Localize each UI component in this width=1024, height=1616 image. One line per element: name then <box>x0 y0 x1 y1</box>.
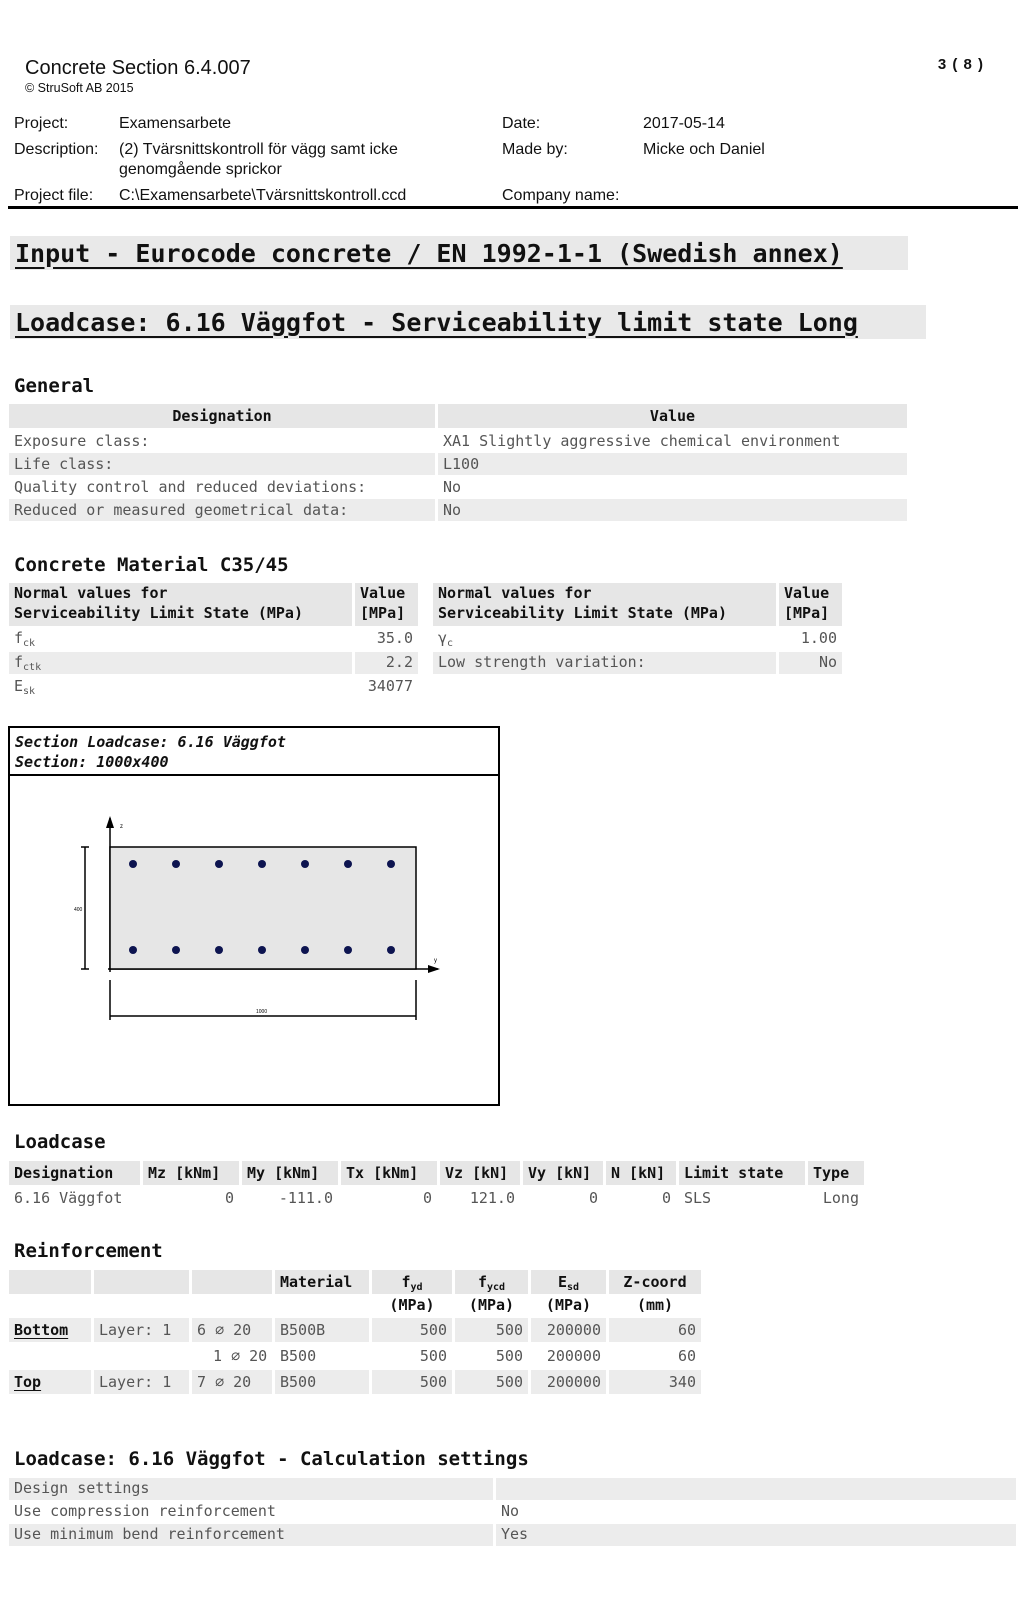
general-row-value: No <box>443 478 462 496</box>
project-value: Examensarbete <box>119 115 232 132</box>
reinf-material: B500 <box>280 1347 317 1365</box>
bar-count: 7 <box>197 1373 207 1391</box>
reinf-fyd: 500 <box>419 1347 447 1365</box>
reinf-header-blank <box>192 1270 272 1294</box>
material-left-header <box>9 583 352 626</box>
reinf-header-fycd <box>455 1270 528 1294</box>
calc-setting-label: Design settings <box>9 1478 493 1500</box>
reinf-header-esd <box>531 1270 606 1294</box>
symbol-subscript: yd <box>410 1282 423 1293</box>
z-axis-arrow <box>106 816 114 828</box>
loadcase-cell: 0 <box>224 1189 234 1207</box>
section-figure-header <box>10 728 498 776</box>
rebar <box>301 946 309 954</box>
section-figure <box>8 726 500 1106</box>
rebar <box>301 860 309 868</box>
material-right-value-header <box>779 583 842 626</box>
app-title: Concrete Section 6.4.007 <box>25 57 251 79</box>
symbol-subscript: sk <box>23 686 36 697</box>
symbol-subscript: c <box>447 638 454 649</box>
general-row-value: L100 <box>438 453 907 475</box>
diameter-icon: ⌀ <box>231 1347 241 1365</box>
description-label: Description: <box>14 141 99 158</box>
y-axis-arrow <box>428 965 440 973</box>
diameter-icon: ⌀ <box>215 1373 225 1391</box>
general-col-value: Value <box>438 404 907 428</box>
reinf-material: B500B <box>275 1318 369 1342</box>
section-size-label: Section: 1000x400 <box>15 753 169 771</box>
reinf-position-label: Top <box>14 1373 42 1391</box>
description-value-line1: (2) Tvärsnittskontroll för vägg samt icke <box>119 141 398 158</box>
reinf-zcoord: 60 <box>677 1347 696 1365</box>
reinf-header-fyd <box>372 1270 452 1294</box>
reinf-fycd: 500 <box>495 1347 523 1365</box>
height-dimension-label: 400 <box>74 907 83 913</box>
calc-setting-value: No <box>501 1502 520 1520</box>
rebar <box>129 946 137 954</box>
date-label: Date: <box>502 115 541 132</box>
reinf-fycd: 500 <box>455 1318 528 1342</box>
reinf-position-label: Bottom <box>14 1321 69 1339</box>
symbol: f <box>14 629 24 647</box>
symbol: f <box>14 653 24 671</box>
material-title: Concrete Material C35/45 <box>14 554 289 576</box>
loadcase-header: Mz [kNm] <box>143 1161 239 1185</box>
bar-diameter: 20 <box>249 1347 268 1365</box>
general-row-label: Reduced or measured geometrical data: <box>9 499 435 521</box>
reinf-header-material: Material <box>275 1270 369 1294</box>
header-line: Value <box>360 584 406 602</box>
material-right-header <box>433 583 776 626</box>
input-banner <box>10 236 908 270</box>
loadcase-cell: -111.0 <box>278 1189 333 1207</box>
loadcase-header: Limit state <box>679 1161 805 1185</box>
bar-count: 1 <box>213 1347 223 1365</box>
reinf-bars <box>192 1318 272 1342</box>
material-value: 34077 <box>367 677 413 695</box>
reinf-esd: 200000 <box>546 1347 601 1365</box>
reinforcement-title: Reinforcement <box>14 1240 163 1262</box>
loadcase-cell: 121.0 <box>469 1189 515 1207</box>
material-label: Low strength variation: <box>433 652 776 674</box>
bar-diameter: 20 <box>233 1321 252 1339</box>
symbol: f <box>477 1273 487 1291</box>
loadcase-title: Loadcase <box>14 1131 106 1153</box>
project-label: Project: <box>14 115 69 132</box>
description-value-line2: genomgående sprickor <box>119 161 282 178</box>
header-line: [MPa] <box>360 604 406 622</box>
reinf-position <box>9 1318 91 1342</box>
reinf-header-zcoord: Z-coord <box>609 1270 701 1294</box>
material-left-value-header <box>355 583 418 626</box>
reinf-esd: 200000 <box>531 1370 606 1394</box>
reinf-bars <box>192 1344 272 1368</box>
material-symbol <box>9 628 352 650</box>
bar-count: 6 <box>197 1321 207 1339</box>
header-line: [MPa] <box>784 604 830 622</box>
rebar <box>344 860 352 868</box>
loadcase-header: Vz [kN] <box>440 1161 520 1185</box>
reinf-zcoord: 340 <box>609 1370 701 1394</box>
calc-setting-label: Use compression reinforcement <box>14 1502 276 1520</box>
rebar <box>258 946 266 954</box>
loadcase-banner-text: Loadcase: 6.16 Väggfot - Serviceability limit state Long <box>15 307 858 337</box>
general-row-label: Quality control and reduced deviations: <box>14 478 367 496</box>
symbol: γ <box>438 629 448 647</box>
calc-setting-value <box>496 1478 1016 1500</box>
company-label: Company name: <box>502 187 620 204</box>
calc-settings-title: Loadcase: 6.16 Väggfot - Calculation settings <box>14 1448 529 1470</box>
general-row-value: No <box>438 499 907 521</box>
date-value: 2017-05-14 <box>643 115 725 132</box>
reinf-unit: (MPa) <box>468 1296 515 1314</box>
loadcase-cell: 0 <box>588 1189 598 1207</box>
loadcase-banner <box>10 305 926 339</box>
loadcase-header: Tx [kNm] <box>341 1161 437 1185</box>
reinf-layer: Layer: 1 <box>94 1318 189 1342</box>
made-by-value: Micke och Daniel <box>643 141 765 158</box>
project-file-label: Project file: <box>14 187 94 204</box>
symbol-subscript: ck <box>23 638 36 649</box>
reinf-material: B500 <box>275 1370 369 1394</box>
section-drawing <box>10 776 498 1106</box>
reinf-fyd: 500 <box>372 1318 452 1342</box>
reinf-position <box>9 1370 91 1394</box>
general-row-label: Exposure class: <box>14 432 150 450</box>
rebar <box>258 860 266 868</box>
symbol-subscript: ycd <box>486 1282 506 1293</box>
general-row-value: XA1 Slightly aggressive chemical environment <box>443 432 841 450</box>
reinf-zcoord: 60 <box>609 1318 701 1342</box>
diameter-icon: ⌀ <box>215 1321 225 1339</box>
rebar <box>172 946 180 954</box>
general-title: General <box>14 375 95 397</box>
calc-setting-value: Yes <box>496 1524 1016 1546</box>
reinf-bars <box>192 1370 272 1394</box>
symbol: E <box>557 1273 567 1291</box>
reinf-unit: (MPa) <box>389 1296 435 1314</box>
width-dimension-label: 1000 <box>256 1009 268 1015</box>
loadcase-header: N [kN] <box>606 1161 676 1185</box>
page-number: 3 ( 8 ) <box>937 56 984 73</box>
symbol: E <box>14 677 24 695</box>
header-line: Normal values for <box>438 584 592 602</box>
reinf-header-blank <box>94 1270 189 1294</box>
reinf-fycd: 500 <box>455 1370 528 1394</box>
loadcase-header: Vy [kN] <box>523 1161 603 1185</box>
project-file-value: C:\Examensarbete\Tvärsnittskontroll.ccd <box>119 187 407 204</box>
loadcase-cell: 6.16 Väggfot <box>14 1189 123 1207</box>
rebar <box>172 860 180 868</box>
symbol-subscript: ctk <box>23 662 42 673</box>
copyright: © StruSoft AB 2015 <box>25 81 134 95</box>
calc-setting-label: Use minimum bend reinforcement <box>9 1524 493 1546</box>
header-divider <box>8 206 1018 209</box>
reinf-esd: 200000 <box>531 1318 606 1342</box>
rebar <box>387 946 395 954</box>
symbol: f <box>401 1273 411 1291</box>
loadcase-header: My [kNm] <box>242 1161 338 1185</box>
loadcase-cell: Long <box>822 1189 859 1207</box>
material-symbol <box>9 652 352 674</box>
rebar <box>387 860 395 868</box>
material-value: 35.0 <box>376 629 413 647</box>
header-line: Serviceability Limit State (MPa) <box>14 604 303 622</box>
symbol-subscript: sd <box>566 1282 580 1293</box>
loadcase-header: Type <box>808 1161 864 1185</box>
material-symbol <box>433 628 776 650</box>
bar-diameter: 20 <box>233 1373 252 1391</box>
general-row-label: Life class: <box>9 453 435 475</box>
rebar <box>215 946 223 954</box>
loadcase-cell: SLS <box>684 1189 712 1207</box>
loadcase-header: Designation <box>9 1161 140 1185</box>
general-col-designation: Designation <box>9 404 435 428</box>
reinf-layer: Layer: 1 <box>94 1370 189 1394</box>
material-symbol <box>9 676 352 698</box>
header-line: Value <box>784 584 830 602</box>
rebar <box>344 946 352 954</box>
made-by-label: Made by: <box>502 141 568 158</box>
material-value: 1.00 <box>800 629 837 647</box>
input-banner-text: Input - Eurocode concrete / EN 1992-1-1 (Swedish annex) <box>15 238 843 268</box>
material-value: No <box>779 652 842 674</box>
reinf-unit: (mm) <box>636 1296 674 1314</box>
rebar <box>215 860 223 868</box>
section-loadcase-label: Section Loadcase: 6.16 Väggfot <box>15 733 286 751</box>
material-value: 2.2 <box>355 652 418 674</box>
reinf-fyd: 500 <box>372 1370 452 1394</box>
rebar <box>129 860 137 868</box>
header-line: Normal values for <box>14 584 168 602</box>
y-axis-label: y <box>434 958 437 964</box>
loadcase-cell: 0 <box>422 1189 432 1207</box>
z-axis-label: z <box>120 824 123 830</box>
reinf-unit: (MPa) <box>545 1296 592 1314</box>
header-line: Serviceability Limit State (MPa) <box>438 604 727 622</box>
loadcase-cell: 0 <box>661 1189 671 1207</box>
reinf-header-blank <box>9 1270 91 1294</box>
